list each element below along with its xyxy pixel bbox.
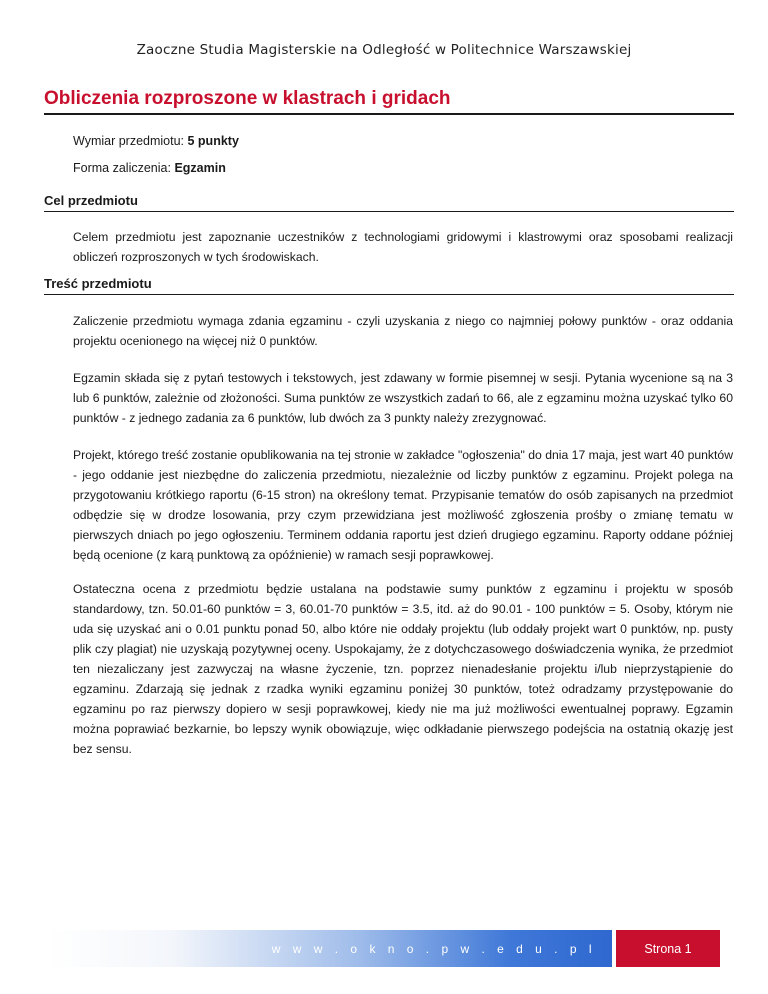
course-size-value: 5 punkty [187,134,239,148]
course-size [73,134,239,148]
course-title: Obliczenia rozproszone w klastrach i gridach [44,88,734,115]
course-size-label: Wymiar przedmiotu: [73,134,188,148]
page-number: Strona 1 [616,930,720,967]
footer-url-link[interactable]: w w w . o k n o . p w . e d u . p l [271,941,596,956]
footer-url-bar [48,930,612,967]
institution-header: Zaoczne Studia Magisterskie na Odległość w Politechnice Warszawskiej [136,42,632,58]
assessment-form-label: Forma zaliczenia: [73,161,175,175]
assessment-form-value: Egzamin [174,161,226,175]
goal-section-heading: Cel przedmiotu [44,193,734,212]
content-section-heading: Treść przedmiotu [44,276,734,295]
content-paragraph-3: Projekt, którego treść zostanie opublikowania na tej stronie w zakładce "ogłoszenia" do dnia 17 maja, jest wart 40 punktów - jego oddanie jest niezbędne do zaliczenia przedmiotu, niezależnie od liczby punktów z egzaminu. Projekt polega na przygotowaniu krótkiego raportu (6-15 stron) na określony temat. Przypisanie tematów do osób zapisanych na przedmiot odbędzie się w drodze losowania, przy czym przewidziana jest możliwość zgłoszenia prośby o zmianę tematu w pierwszych dniach po jego ogłoszeniu. Terminem oddania raportu jest dzień drugiego egzaminu. Raporty oddane później będą ocenione (z karą punktową za opóźnienie) w ramach sesji poprawkowej. [73,448,733,562]
content-paragraph-2: Egzamin składa się z pytań testowych i tekstowych, jest zdawany w formie pisemnej w sesji. Pytania wycenione są na 3 lub 6 punktów, zależnie od złożoności. Suma punktów ze wszystkich zadań to 66, ale z egzaminu można uzyskać tylko 60 punktów - z jednego zadania za 6 punktów, lub dwóch za 3 punkty należy zrezygnować. [73,371,733,425]
content-paragraph-1: Zaliczenie przedmiotu wymaga zdania egzaminu - czyli uzyskania z niego co najmniej połowy punktów - oraz oddania projektu ocenionego na więcej niż 0 punktów. [73,314,733,348]
course-assessment-form [73,161,226,175]
goal-paragraph: Celem przedmiotu jest zapoznanie uczestników z technologiami gridowymi i klastrowymi oraz sposobami realizacji obliczeń rozproszonych w tych środowiskach. [73,230,733,264]
content-paragraph-4: Ostateczna ocena z przedmiotu będzie ustalana na podstawie sumy punktów z egzaminu i projektu w sposób standardowy, tzn. 50.01-60 punktów = 3, 60.01-70 punktów = 3.5, itd. aż do 90.01 - 100 punktów = 5. Osoby, którym nie uda się uzyskać ani o 0.01 punktu ponad 50, albo które nie oddały projektu (lub oddały projekt wart 0 punktów, np. pusty plik czy plagiat) nie uzyskają pozytywnej oceny. Uspokajamy, że z dotychczasowego doświadczenia wynika, że przedmiot ten niezaliczany jest zazwyczaj na własne życzenie, tzn. poprzez nienadesłanie projektu i/lub nieprzystąpienie do egzaminu. Zdarzają się jednak z rzadka wyniki egzaminu poniżej 30 punktów, toteż odradzamy przystępowanie do egzaminu po raz pierwszy dopiero w sesji poprawkowej, kiedy nie ma już możliwości ewentualnej poprawy. Egzamin można poprawiać bezkarnie, bo lepszy wynik obowiązuje, więc odkładanie pierwszego podejścia na ostatnią okazję jest bez sensu. [73,582,733,756]
